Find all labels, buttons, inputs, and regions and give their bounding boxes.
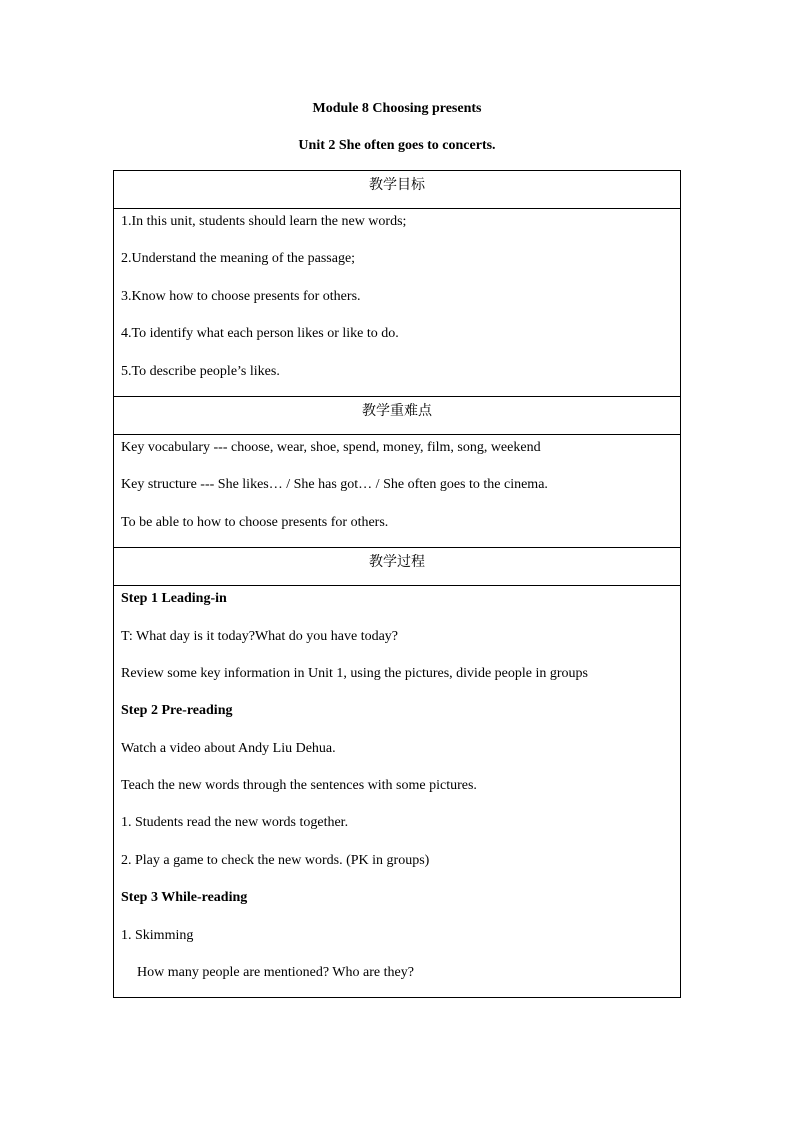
process-line: Review some key information in Unit 1, using the pictures, divide people in groups	[121, 665, 588, 681]
key-point-line: Key vocabulary --- choose, wear, shoe, spend, money, film, song, weekend	[121, 439, 541, 455]
process-line: 1. Students read the new words together.	[121, 815, 349, 831]
process-line: Watch a video about Andy Liu Dehua.	[121, 740, 336, 756]
objective-line: 1.In this unit, students should learn the new words;	[121, 214, 407, 229]
key-points-heading: 教学重难点	[114, 396, 681, 434]
objectives-cell	[114, 209, 681, 397]
step-heading: Step 3 While-reading	[121, 890, 248, 906]
key-points-cell	[114, 434, 681, 547]
process-cell	[114, 586, 681, 998]
unit-title: Unit 2 She often goes to concerts.	[298, 138, 496, 153]
lesson-plan-table	[113, 170, 681, 998]
key-point-line: To be able to how to choose presents for others.	[121, 514, 389, 530]
step-heading: Step 2 Pre-reading	[121, 703, 233, 719]
objectives-heading: 教学目标	[114, 171, 681, 209]
process-line: T: What day is it today?What do you have today?	[121, 628, 399, 644]
objective-line: 2.Understand the meaning of the passage;	[121, 251, 356, 267]
objective-line: 5.To describe people’s likes.	[121, 363, 280, 379]
step-heading: Step 1 Leading-in	[121, 591, 227, 607]
process-line: Teach the new words through the sentences with some pictures.	[121, 778, 477, 794]
key-point-line: Key structure --- She likes… / She has got… / She often goes to the cinema.	[121, 477, 548, 493]
process-heading: 教学过程	[114, 548, 681, 586]
process-line: 1. Skimming	[121, 927, 194, 943]
process-line: How many people are mentioned? Who are they?	[137, 965, 414, 981]
objective-line: 3.Know how to choose presents for others.	[121, 288, 361, 304]
objective-line: 4.To identify what each person likes or like to do.	[121, 326, 399, 342]
process-line: 2. Play a game to check the new words. (PK in groups)	[121, 852, 430, 868]
module-title: Module 8 Choosing presents	[312, 101, 482, 116]
